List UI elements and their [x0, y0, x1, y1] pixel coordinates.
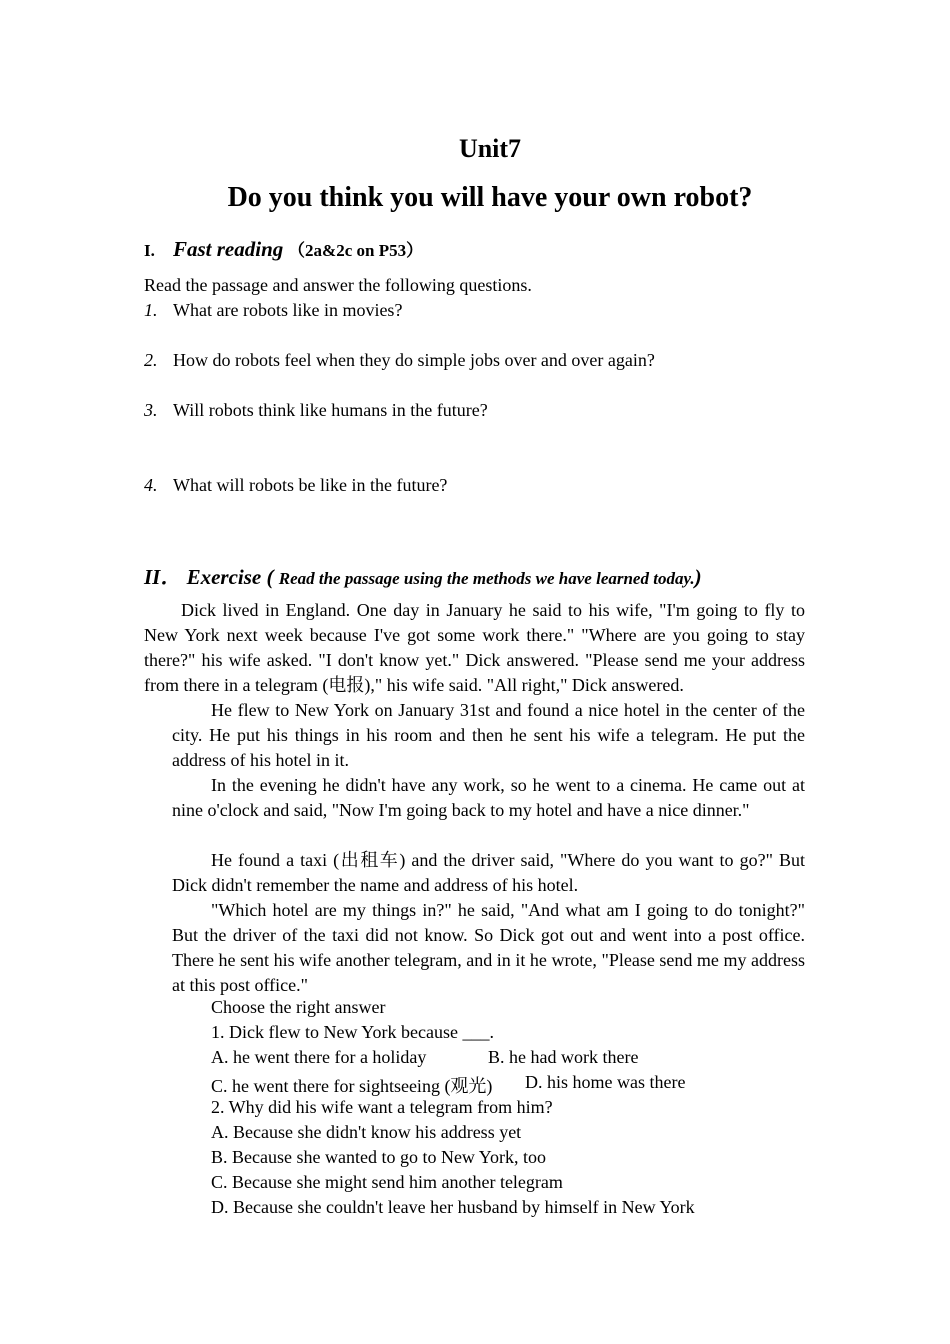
- question-2: [144, 350, 655, 371]
- passage-paragraph-2: He flew to New York on January 31st and found a nice hotel in the center of the city. He put his things in his room and then he sent his wife a telegram. He put the address of his hotel in it.: [172, 700, 805, 770]
- mcq-1-option-b: B. he had work there: [488, 1047, 639, 1067]
- section-1-ref: （2a&2c on P53）: [288, 241, 424, 260]
- section-1-name: Fast reading: [173, 237, 284, 261]
- instruction: Read the passage and answer the following questions.: [144, 275, 532, 295]
- mcq-2-stem: 2. Why did his wife want a telegram from him?: [211, 1097, 553, 1117]
- question-number: 4.: [144, 475, 158, 495]
- question-text: Will robots think like humans in the future?: [173, 400, 488, 420]
- section-1-number: I.: [144, 241, 155, 260]
- passage-paragraph-4: He found a taxi (出租车) and the driver said, "Where do you want to go?" But Dick didn't remember the name and address of his hotel.: [172, 850, 805, 895]
- mcq-2-option-d: D. Because she couldn't leave her husband by himself in New York: [211, 1197, 695, 1217]
- mcq-2-option-c: C. Because she might send him another telegram: [211, 1172, 563, 1192]
- page-title: Do you think you will have your own robot?: [227, 182, 753, 213]
- section-1-heading: [144, 236, 423, 262]
- question-number: 3.: [144, 400, 158, 420]
- mcq-1-option-c: C. he went there for sightseeing (观光): [211, 1076, 493, 1096]
- question-4: [144, 475, 447, 496]
- choose-label: Choose the right answer: [211, 997, 386, 1017]
- question-3: [144, 400, 488, 421]
- unit-title: Unit7: [458, 134, 522, 163]
- mcq-1-stem: 1. Dick flew to New York because ___.: [211, 1022, 494, 1042]
- mcq-1-option-d: D. his home was there: [525, 1072, 686, 1092]
- passage-paragraph-3: In the evening he didn't have any work, so he went to a cinema. He came out at nine o'clock and said, "Now I'm going back to my hotel and have a nice dinner.": [172, 775, 805, 820]
- question-number: 2.: [144, 350, 158, 370]
- section-2-close: ): [694, 565, 702, 589]
- section-2-title: II． Exercise (: [144, 565, 274, 589]
- question-text: How do robots feel when they do simple jobs over and over again?: [173, 350, 655, 370]
- question-text: What will robots be like in the future?: [173, 475, 448, 495]
- passage-paragraph-5: "Which hotel are my things in?" he said, "And what am I going to do tonight?" But the driver of the taxi did not know. So Dick got out and went into a post office. There he sent his wife another telegram, and in it he wrote, "Please send me my address at this post office.": [172, 900, 805, 995]
- question-text: What are robots like in movies?: [173, 300, 403, 320]
- question-number: 1.: [144, 300, 158, 320]
- question-1: [144, 300, 402, 321]
- mcq-1-option-a: A. he went there for a holiday: [211, 1047, 427, 1067]
- passage-paragraph-1: Dick lived in England. One day in January he said to his wife, "I'm going to fly to New York next week because I've got some work there." "Where are you going to stay there?" his wife asked. "I don't know yet." Dick answered. "Please send me your address from there in a telegram (电报)," his wife said. "All right," Dick answered.: [144, 600, 805, 695]
- mcq-2-option-b: B. Because she wanted to go to New York, too: [211, 1147, 546, 1167]
- section-2-heading: [144, 561, 702, 591]
- mcq-2-option-a: A. Because she didn't know his address yet: [211, 1122, 522, 1142]
- section-2-subtitle: Read the passage using the methods we have learned today.: [278, 569, 695, 588]
